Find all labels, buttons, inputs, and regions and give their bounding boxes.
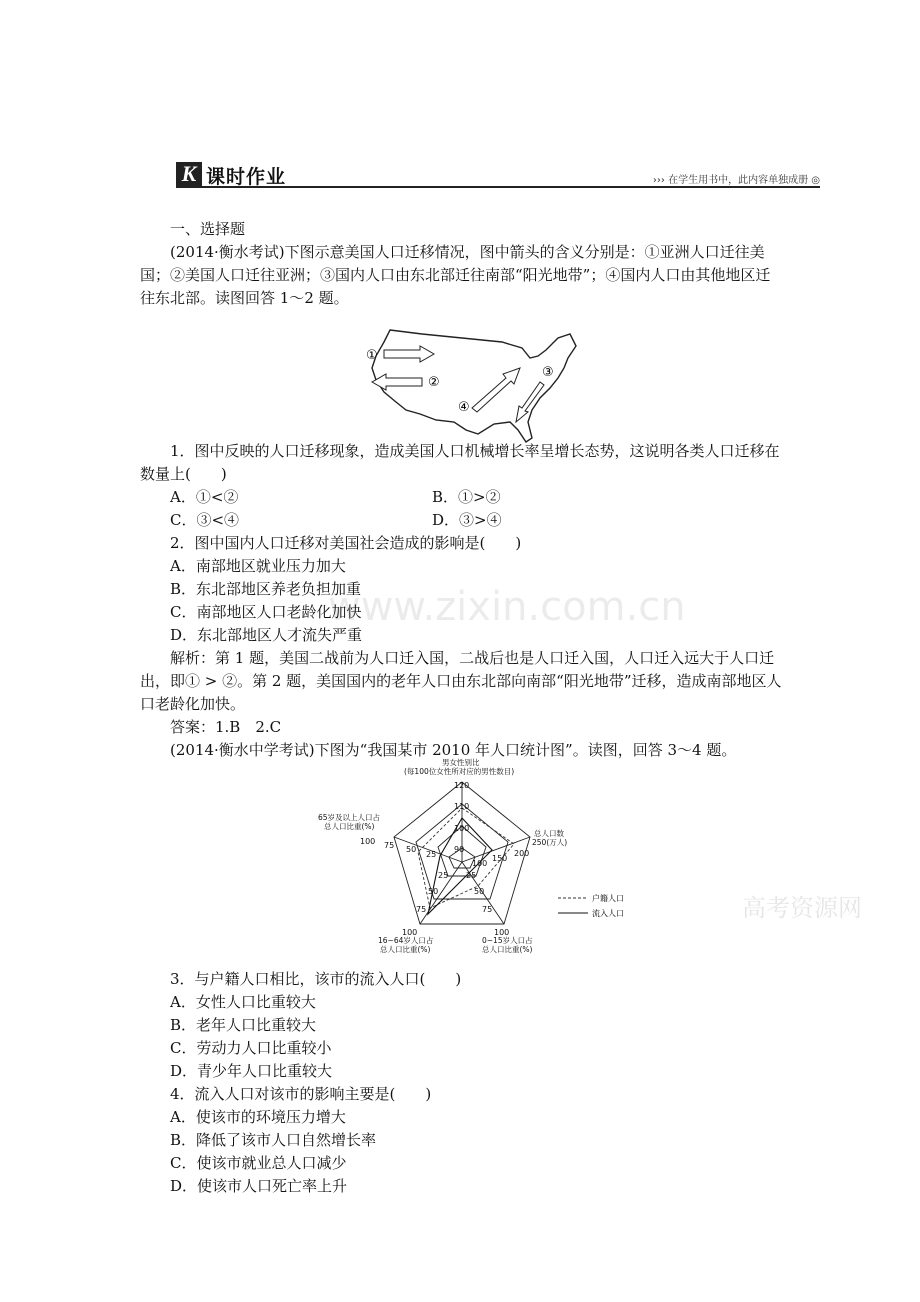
answer: 答案：1.B 2.C <box>170 718 282 736</box>
map-spacer <box>140 310 782 440</box>
tick-bl-25: 25 <box>438 871 449 880</box>
tick-br-50: 50 <box>474 887 485 896</box>
intro-2: (2014·衡水中学考试)下图为“我国某市 2010 年人口统计图”。读图，回答 3～4 题。 <box>170 741 737 759</box>
tick-100: 100 <box>454 824 470 833</box>
tick-bl-100: 100 <box>402 928 418 937</box>
map-label-3: ③ <box>542 365 554 380</box>
q3-option-b: B．老年人口比重较大 <box>170 1016 317 1034</box>
tick-left-25: 25 <box>426 850 437 859</box>
legend-inflow: 流入人口 <box>592 909 624 918</box>
map-label-4: ④ <box>458 400 470 415</box>
radar-br-label: 0~15岁人口占 <box>482 936 533 945</box>
q4-option-b: B．降低了该市人口自然增长率 <box>170 1131 377 1149</box>
tick-left-75: 75 <box>384 841 395 850</box>
q1-stem: 1．图中反映的人口迁移现象，造成美国人口机械增长率呈增长态势，这说明各类人口迁移在数量上( ) <box>140 442 780 483</box>
tick-total-200: 200 <box>514 849 530 858</box>
tick-120: 120 <box>454 781 470 790</box>
section-header <box>176 160 820 188</box>
watermark-center: www.zixin.com.cn <box>328 584 686 630</box>
watermark-right: 高考资源网 <box>742 894 862 922</box>
tick-bl-75: 75 <box>416 905 427 914</box>
map-label-2: ② <box>428 375 440 390</box>
q2-stem: 2．图中国内人口迁移对美国社会造成的影响是( ) <box>170 534 522 552</box>
legend-registered: 户籍人口 <box>592 894 624 903</box>
tick-br-75: 75 <box>482 905 493 914</box>
header-note: ››› 在学生用书中，此内容单独成册 ◎ <box>652 175 820 186</box>
tick-left-50: 50 <box>406 845 417 854</box>
tick-110: 110 <box>454 802 470 811</box>
q2-option-c: C．南部地区人口老龄化加快 <box>170 603 362 621</box>
radar-top-label-2: (每100位女性所对应的男性数目) <box>404 767 515 776</box>
radar-right-label: 总人口数 <box>534 829 564 838</box>
section-title: 一、选择题 <box>170 220 246 238</box>
map-label-1: ① <box>366 348 378 363</box>
tick-bl-50: 50 <box>428 887 439 896</box>
q4-stem: 4．流入人口对该市的影响主要是( ) <box>170 1085 432 1103</box>
q1-option-d: D．③>④ <box>432 511 502 529</box>
tick-br-100: 100 <box>494 928 510 937</box>
q2-option-a: A．南部地区就业压力加大 <box>170 557 346 575</box>
q1-option-a: A．①<② <box>170 488 239 506</box>
radar-bl-label: 16~64岁人口占 <box>378 936 434 945</box>
q3-stem: 3．与户籍人口相比，该市的流入人口( ) <box>170 970 462 988</box>
q1-options-row1 <box>170 486 782 509</box>
tick-90: 90 <box>454 845 465 854</box>
radar-left-label-2: 总人口比重(%) <box>324 822 375 831</box>
radar-spacer <box>140 762 782 968</box>
q2-option-b: B．东北部地区养老负担加重 <box>170 580 362 598</box>
radar-top-label: 男女性别比 <box>442 758 480 767</box>
tick-total-150: 150 <box>492 854 508 863</box>
radar-br-label-2: 总人口比重(%) <box>482 945 533 954</box>
analysis: 解析：第 1 题，美国二战前为人口迁入国，二战后也是人口迁入国，人口迁入远大于人口迁出，即① > ②。第 2 题，美国国内的老年人口由东北部向南部“阳光地带”迁移，造成南部地区人口老龄化加快。 <box>140 649 782 713</box>
header-title: 课时作业 <box>206 166 287 188</box>
tick-total-100: 100 <box>472 859 488 868</box>
radar-right-label-2: 250(万人) <box>532 838 568 847</box>
q4-option-d: D．使该市人口死亡率上升 <box>170 1177 348 1195</box>
q2-option-d: D．东北部地区人才流失严重 <box>170 626 363 644</box>
tick-br-25: 25 <box>466 871 477 880</box>
q4-option-c: C．使该市就业总人口减少 <box>170 1154 347 1172</box>
intro-1: (2014·衡水考试)下图示意美国人口迁移情况，图中箭头的含义分别是：①亚洲人口迁往美国；②美国人口迁往亚洲；③国内人口由东北部迁往南部“阳光地带”；④国内人口由其他地区迁往东北部。读图回答 1～2 题。 <box>140 243 771 307</box>
tick-left-100: 100 <box>360 837 376 846</box>
q3-option-a: A．女性人口比重较大 <box>170 993 316 1011</box>
q3-option-c: C．劳动力人口比重较小 <box>170 1039 332 1057</box>
k-logo: K <box>176 162 202 186</box>
q1-option-c: C．③<④ <box>170 511 240 529</box>
document-body <box>140 218 782 1198</box>
radar-bl-label-2: 总人口比重(%) <box>380 945 431 954</box>
q3-option-d: D．青少年人口比重较大 <box>170 1062 333 1080</box>
radar-left-label: 65岁及以上人口占 <box>318 813 381 822</box>
q4-option-a: A．使该市的环境压力增大 <box>170 1108 346 1126</box>
q1-options-row2 <box>170 509 782 532</box>
header-rule <box>176 186 820 188</box>
q1-option-b: B．①>② <box>432 488 501 506</box>
